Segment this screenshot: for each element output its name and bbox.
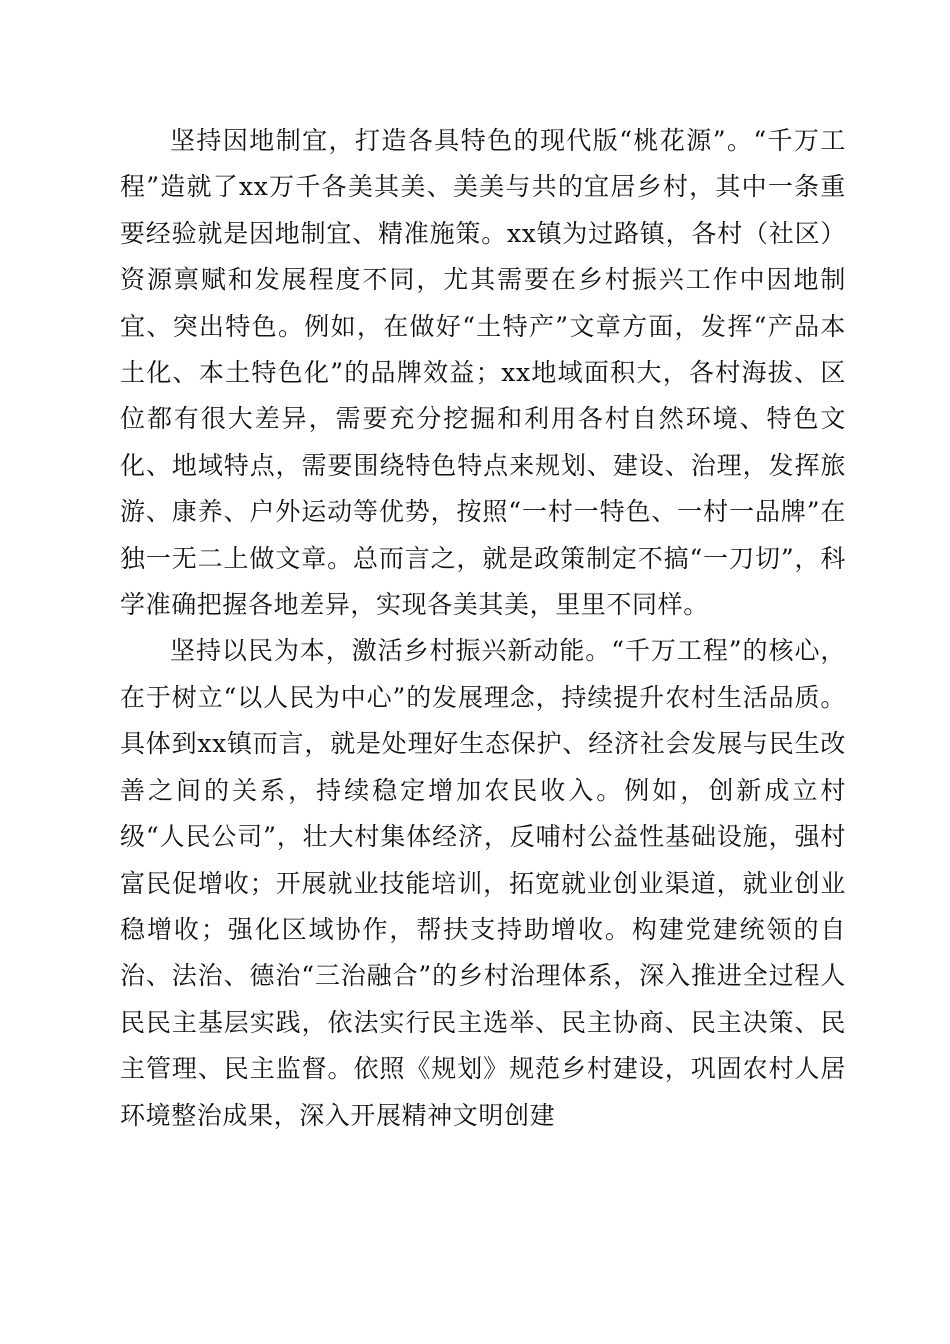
paragraph-people-centered: 坚持以民为本，激活乡村振兴新动能。“千万工程”的核心，在于树立“以人民为中心”的发展理念，持续提升农村生活品质。具体到xx镇而言，就是处理好生态保护、经济社会发展与民生改善之间的关系，持续稳定增加农民收入。例如，创新成立村级“人民公司”，壮大村集体经济，反哺村公益性基础设施，强村富民促增收；开展就业技能培训，拓宽就业创业渠道，就业创业稳增收；强化区域协作，帮扶支持助增收。构建党建统领的自治、法治、德治“三治融合”的乡村治理体系，深入推进全过程人民民主基层实践，依法实行民主选举、民主协商、民主决策、民主管理、民主监督。依照《规划》规范乡村建设，巩固农村人居环境整治成果，深入开展精神文明创建 xyxy=(120,636,846,1130)
paragraph-local-conditions: 坚持因地制宜，打造各具特色的现代版“桃花源”。“千万工程”造就了xx万千各美其美、美美与共的宜居乡村，其中一条重要经验就是因地制宜、精准施策。xx镇为过路镇，各村（社区）资源禀赋和发展程度不同，尤其需要在乡村振兴工作中因地制宜、突出特色。例如，在做好“土特产”文章方面，发挥“产品本土化、本土特色化”的品牌效益；xx地域面积大，各村海拔、区位都有很大差异，需要充分挖掘和利用各村自然环境、特色文化、地域特点，需要围绕特色特点来规划、建设、治理，发挥旅游、康养、户外运动等优势，按照“一村一特色、一村一品牌”在独一无二上做文章。总而言之，就是政策制定不搞“一刀切”，科学准确把握各地差异，实现各美其美，里里不同样。 xyxy=(120,126,846,620)
document-body xyxy=(120,118,846,1139)
